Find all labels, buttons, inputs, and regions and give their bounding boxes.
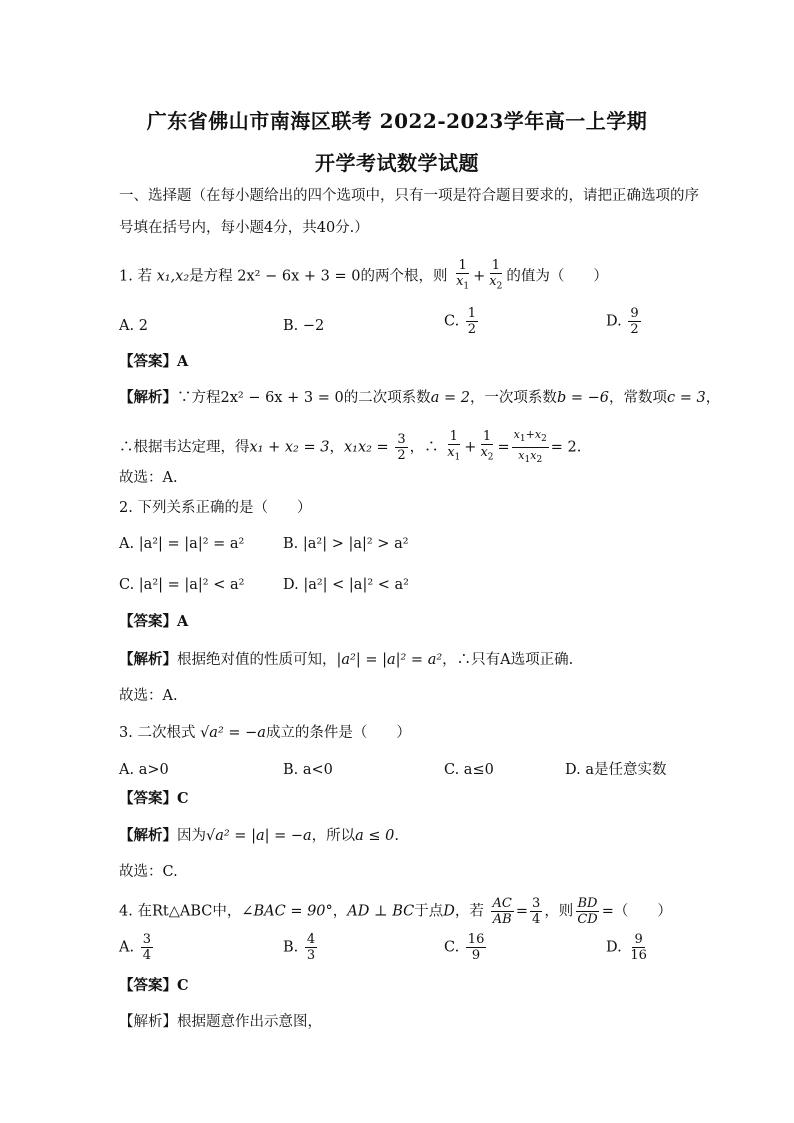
q1-conclusion: 故选：A.: [119, 470, 178, 486]
section-heading-line-2: 号填在括号内，每小题4分，共40分.）: [119, 220, 369, 236]
q1-option-a: A. 2: [119, 318, 148, 334]
title-line-1: 广东省佛山市南海区联考 2022-2023学年高一上学期: [146, 109, 648, 133]
q3-option-c: C. a≤0: [444, 762, 494, 778]
q2-option-c: C. |a²| = |a|² < a²: [119, 577, 245, 593]
q1-analysis-line-1: 【解析】∵方程2x² − 6x + 3 = 0的二次项系数a = 2，一次项系数b = −6，常数项c = 3，: [119, 389, 721, 406]
q3-analysis: 【解析】因为√a² = |a| = −a，所以a ≤ 0.: [119, 827, 400, 844]
q1-option-d: D. $\frac{9}{2}$: [606, 306, 639, 337]
q1-option-c: C. $\frac{1}{2}$: [444, 306, 477, 337]
q2-conclusion: 故选：A.: [119, 688, 178, 704]
q4-option-c: C. $\frac{16}{9}$: [444, 932, 485, 963]
q1-fraction-2: $\frac{1}{x_2}$: [489, 258, 503, 292]
q4-answer: 【答案】C: [119, 977, 189, 994]
q1-answer: 【答案】A: [119, 353, 189, 370]
q2-analysis: 【解析】根据绝对值的性质可知，|a²| = |a|² = a²，∴只有A选项正确.: [119, 651, 574, 668]
q1-fraction-1: $\frac{1}{x_1}$: [456, 258, 470, 292]
q2-option-a: A. |a²| = |a|² = a²: [119, 536, 245, 552]
q2-answer: 【答案】A: [119, 613, 189, 630]
q4-stem: 4. 在Rt△ABC中，∠BAC = 90°，AD ⊥ BC于点D，若 $\frac{AC}{AB}$ = $\frac{3}{4}$ ，则 $\frac{BD}{CD}$ =（ ）: [119, 896, 672, 927]
q3-stem: 3. 二次根式 √a² = −a成立的条件是（ ）: [119, 725, 411, 741]
q1-stem: 1. 若 x₁,x₂是方程 2x² − 6x + 3 = 0的两个根，则 $\frac{1}{x_1}$ + $\frac{1}{x_2}$ 的值为（ ）: [119, 258, 608, 295]
q4-option-b: B. $\frac{4}{3}$: [283, 932, 316, 963]
title-line-2: 开学考试数学试题: [315, 151, 479, 175]
q3-answer: 【答案】C: [119, 790, 189, 807]
q3-option-a: A. a>0: [119, 762, 169, 778]
q2-option-b: B. |a²| > |a|² > a²: [283, 536, 409, 552]
q3-option-d: D. a是任意实数: [565, 762, 667, 778]
q4-option-d: D. $\frac{9}{16}$: [606, 932, 647, 963]
q1-analysis-line-2: ∴根据韦达定理，得x₁ + x₂ = 3，x₁x₂ = $\frac{3}{2}$ ，∴ $\frac{1}{x_1}$ + $\frac{1}{x_2}$ = $\frac{x_1+x_2}{x_1x_2}$ = 2.: [119, 428, 582, 466]
q4-option-a: A. $\frac{3}{4}$: [119, 932, 151, 963]
q1-option-b: B. −2: [283, 318, 325, 334]
q2-option-d: D. |a²| < |a|² < a²: [283, 577, 409, 593]
q3-option-b: B. a<0: [283, 762, 333, 778]
q2-stem: 2. 下列关系正确的是（ ）: [119, 500, 312, 516]
q4-analysis: 【解析】根据题意作出示意图，: [119, 1014, 322, 1030]
section-heading-line-1: 一、选择题（在每小题给出的四个选项中，只有一项是符合题目要求的，请把正确选项的序: [119, 188, 699, 204]
q3-conclusion: 故选：C.: [119, 864, 178, 880]
